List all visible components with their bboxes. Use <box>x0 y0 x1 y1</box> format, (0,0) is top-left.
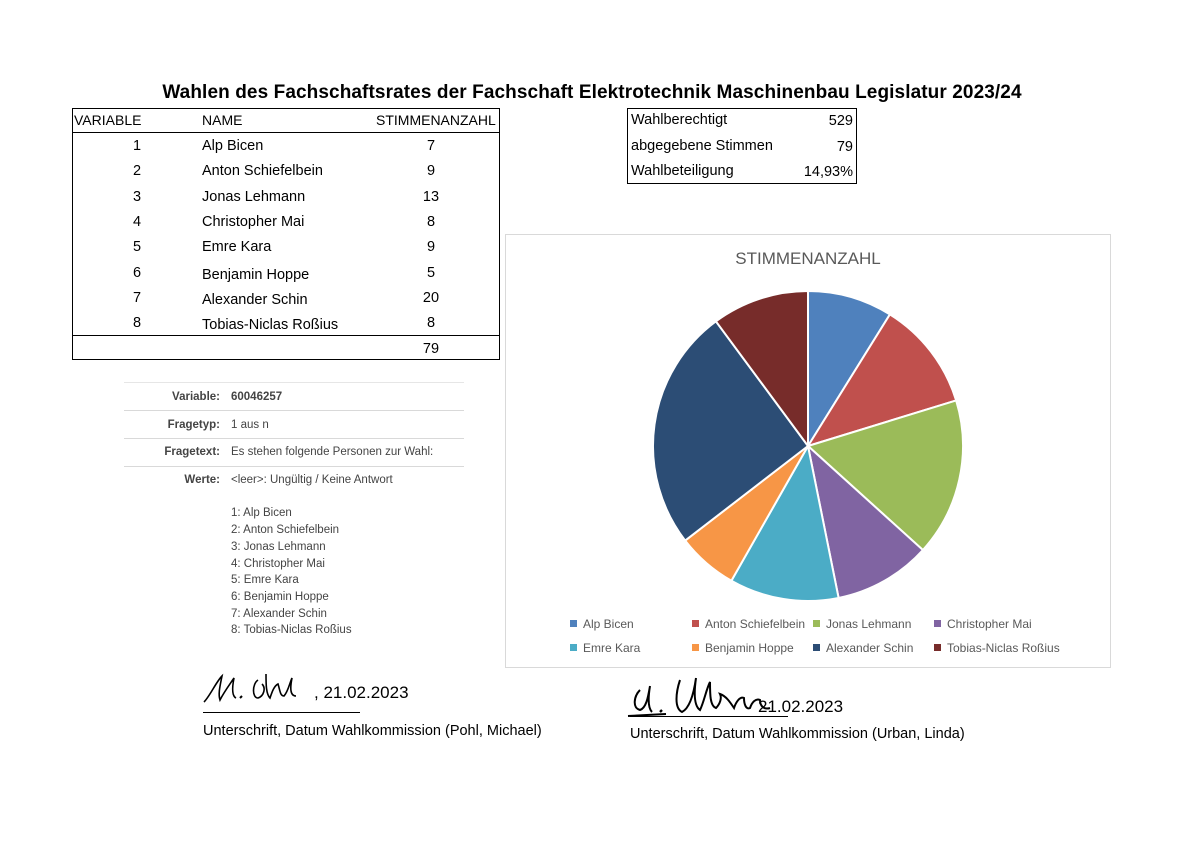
legend-label: Emre Kara <box>583 641 641 655</box>
value-option: 2: Anton Schiefelbein <box>231 524 340 536</box>
question-text-value: Es stehen folgende Personen zur Wahl: <box>231 446 434 458</box>
row-name: Jonas Lehmann <box>202 189 306 205</box>
row-votes: 7 <box>426 138 436 154</box>
header-votes: STIMMENANZAHL <box>376 112 496 128</box>
signature-caption: Unterschrift, Datum Wahlkommission (Pohl, Michael) <box>203 723 542 739</box>
turnout-table <box>627 108 857 184</box>
signature-date: 21.02.2023 <box>758 697 844 716</box>
legend-swatch <box>570 620 577 627</box>
legend-label: Anton Schiefelbein <box>705 617 806 631</box>
total-votes: 79 <box>422 341 440 357</box>
legend-swatch <box>692 620 699 627</box>
row-name: Alexander Schin <box>202 292 308 308</box>
stat-value: 79 <box>836 139 853 155</box>
signature-date: , 21.02.2023 <box>314 683 409 702</box>
legend-swatch <box>934 620 941 627</box>
header-name: NAME <box>202 112 243 128</box>
header-divider <box>72 132 500 133</box>
row-variable: 1 <box>132 138 142 154</box>
stat-value: 14,93% <box>803 164 853 180</box>
legend-label: Alp Bicen <box>583 617 634 631</box>
legend-item <box>934 641 1060 655</box>
legend-item <box>692 641 794 655</box>
row-name: Benjamin Hoppe <box>202 267 310 283</box>
row-votes: 5 <box>426 265 436 281</box>
row-votes: 8 <box>426 214 436 230</box>
question-text-label: Fragetext: <box>164 446 220 458</box>
signature-pohl <box>200 668 310 708</box>
legend-item <box>692 617 805 631</box>
value-option: 1: Alp Bicen <box>231 507 292 519</box>
stat-row <box>628 109 856 133</box>
row-name: Christopher Mai <box>202 214 305 230</box>
value-option: 5: Emre Kara <box>231 574 299 586</box>
row-name: Tobias-Niclas Roßius <box>202 317 339 333</box>
value-option: 3: Jonas Lehmann <box>231 541 326 553</box>
legend-label: Benjamin Hoppe <box>705 641 794 655</box>
legend-swatch <box>813 644 820 651</box>
signature-line <box>203 712 360 713</box>
row-name: Anton Schiefelbein <box>202 163 323 179</box>
stat-row <box>628 135 856 159</box>
legend-item <box>570 617 634 631</box>
divider <box>124 438 464 439</box>
value-option: 4: Christopher Mai <box>231 558 325 570</box>
legend-swatch <box>813 620 820 627</box>
question-type-value: 1 aus n <box>231 419 269 431</box>
row-votes: 20 <box>422 290 440 306</box>
row-variable: 8 <box>132 315 142 331</box>
row-variable: 6 <box>132 265 142 281</box>
row-votes: 8 <box>426 315 436 331</box>
legend-swatch <box>570 644 577 651</box>
divider <box>124 410 464 411</box>
header-variable: VARIABLE <box>74 112 142 128</box>
value-option: 8: Tobias-Niclas Roßius <box>231 624 352 636</box>
values-empty-option: <leer>: Ungültig / Keine Antwort <box>231 474 393 486</box>
stat-row <box>628 160 856 184</box>
stat-label: abgegebene Stimmen <box>631 138 773 154</box>
question-type-label: Fragetyp: <box>167 419 220 431</box>
legend-item <box>570 641 640 655</box>
variable-value: 60046257 <box>231 391 283 403</box>
legend-label: Alexander Schin <box>826 641 914 655</box>
row-variable: 4 <box>132 214 142 230</box>
variable-info <box>124 382 464 644</box>
legend-label: Jonas Lehmann <box>826 617 912 631</box>
document-title: Wahlen des Fachschaftsrates der Fachschaft Elektrotechnik Maschinenbau Legislatur 2023/24 <box>162 82 1022 103</box>
chart-legend <box>506 617 1110 661</box>
values-label: Werte: <box>184 474 220 486</box>
row-votes: 9 <box>426 163 436 179</box>
legend-item <box>813 617 911 631</box>
legend-label: Tobias-Niclas Roßius <box>947 641 1060 655</box>
signature-caption: Unterschrift, Datum Wahlkommission (Urban, Linda) <box>630 726 965 742</box>
divider <box>124 382 464 383</box>
variable-label: Variable: <box>172 391 220 403</box>
value-option: 7: Alexander Schin <box>231 608 327 620</box>
stat-value: 529 <box>828 113 853 129</box>
row-name: Emre Kara <box>202 239 272 255</box>
pie-chart <box>505 234 1111 668</box>
legend-item <box>813 641 913 655</box>
legend-swatch <box>692 644 699 651</box>
signature-urban <box>626 668 776 720</box>
divider <box>124 466 464 467</box>
row-variable: 5 <box>132 239 142 255</box>
row-variable: 7 <box>132 290 142 306</box>
chart-title: STIMMENANZAHL <box>735 249 881 268</box>
legend-label: Christopher Mai <box>947 617 1032 631</box>
value-option: 6: Benjamin Hoppe <box>231 591 329 603</box>
row-votes: 13 <box>422 189 440 205</box>
row-name: Alp Bicen <box>202 138 264 154</box>
results-table <box>72 108 500 362</box>
pie-chart-plot <box>506 275 1110 645</box>
legend-swatch <box>934 644 941 651</box>
row-variable: 3 <box>132 189 142 205</box>
row-votes: 9 <box>426 239 436 255</box>
stat-label: Wahlbeteiligung <box>631 163 734 179</box>
stat-label: Wahlberechtigt <box>631 112 728 128</box>
row-variable: 2 <box>132 163 142 179</box>
legend-item <box>934 617 1032 631</box>
